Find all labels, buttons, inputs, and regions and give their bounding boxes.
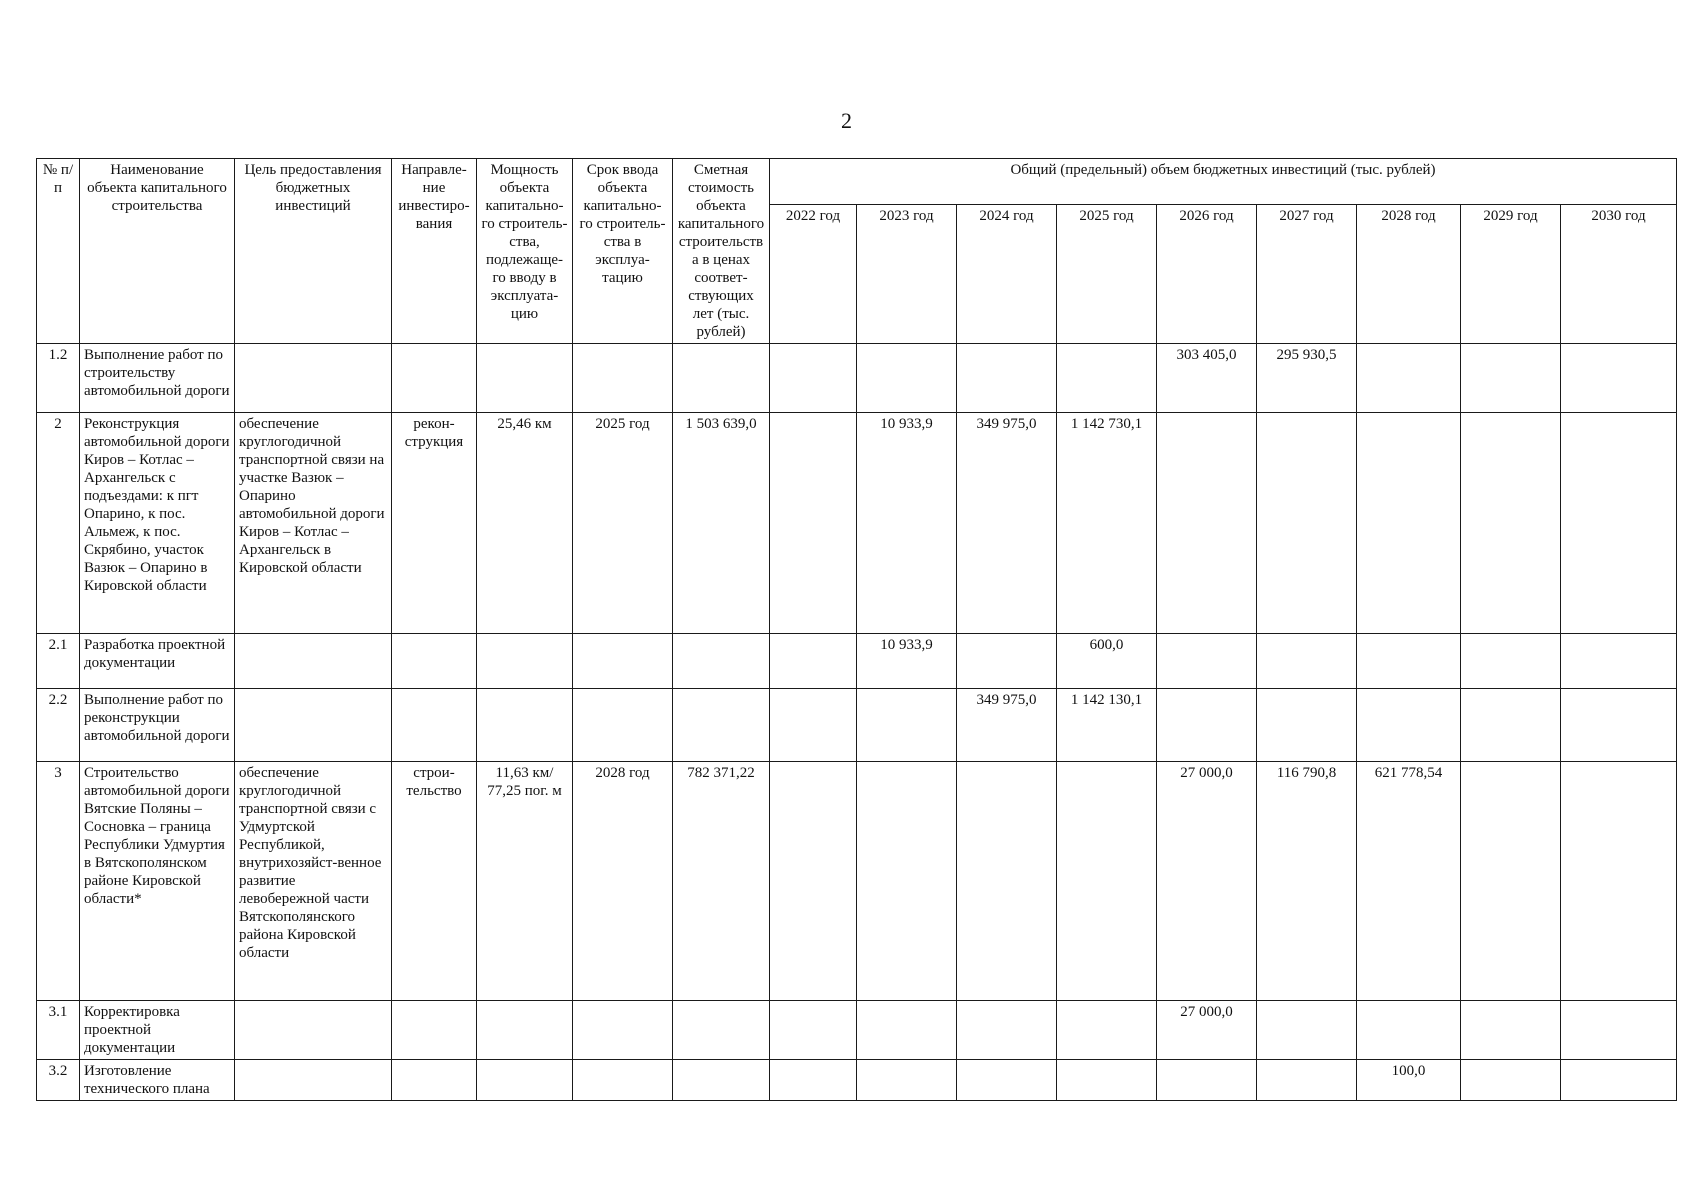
cell-2023: 10 933,9 [857, 413, 957, 634]
cell-cost [673, 689, 770, 762]
cell-2029 [1461, 634, 1561, 689]
cell-2028 [1357, 1001, 1461, 1060]
cell-2025 [1057, 344, 1157, 413]
cell-2028 [1357, 634, 1461, 689]
cell-2025 [1057, 1060, 1157, 1101]
cell-2022 [770, 344, 857, 413]
cell-name: Строительство автомобильной дороги Вятские Поляны – Сосновка – граница Республики Удмуртия в Вятскополянском районе Кировской области* [80, 762, 235, 1001]
cell-2026: 27 000,0 [1157, 1001, 1257, 1060]
header-num: № п/п [37, 159, 80, 344]
cell-2025: 600,0 [1057, 634, 1157, 689]
table-row [37, 762, 1677, 1001]
cell-name: Выполнение работ по строительству автомобильной дороги [80, 344, 235, 413]
cell-direction [392, 344, 477, 413]
cell-2022 [770, 1001, 857, 1060]
cell-goal: обеспечение круглогодичной транспортной связи на участке Вазюк – Опарино автомобильной дороги Киров – Котлас – Архангельск в Кировской области [235, 413, 392, 634]
page-number: 2 [841, 108, 852, 133]
table-row [37, 413, 1677, 634]
cell-2027 [1257, 413, 1357, 634]
cell-2025 [1057, 762, 1157, 1001]
cell-goal [235, 634, 392, 689]
cell-2023 [857, 762, 957, 1001]
cell-name: Корректировка проектной документации [80, 1001, 235, 1060]
cell-2029 [1461, 1001, 1561, 1060]
cell-deadline [573, 1060, 673, 1101]
cell-direction [392, 1001, 477, 1060]
cell-2024 [957, 634, 1057, 689]
table-row [37, 344, 1677, 413]
cell-deadline: 2028 год [573, 762, 673, 1001]
cell-2025 [1057, 1001, 1157, 1060]
cell-2030 [1561, 762, 1677, 1001]
cell-capacity [477, 344, 573, 413]
cell-2022 [770, 1060, 857, 1101]
table-row [37, 689, 1677, 762]
cell-deadline [573, 344, 673, 413]
cell-2030 [1561, 413, 1677, 634]
cell-2023 [857, 1001, 957, 1060]
cell-2024 [957, 1060, 1057, 1101]
cell-capacity [477, 1060, 573, 1101]
header-year-2024: 2024 год [957, 204, 1057, 343]
header-year-2029: 2029 год [1461, 204, 1561, 343]
cell-2029 [1461, 1060, 1561, 1101]
cell-2024 [957, 762, 1057, 1001]
header-year-2026: 2026 год [1157, 204, 1257, 343]
cell-2022 [770, 634, 857, 689]
cell-name: Выполнение работ по реконструкции автомобильной дороги [80, 689, 235, 762]
cell-goal [235, 1060, 392, 1101]
cell-2030 [1561, 634, 1677, 689]
cell-2024 [957, 1001, 1057, 1060]
cell-num: 3.2 [37, 1060, 80, 1101]
cell-2026 [1157, 634, 1257, 689]
cell-2027: 295 930,5 [1257, 344, 1357, 413]
header-year-2025: 2025 год [1057, 204, 1157, 343]
cell-2027 [1257, 1060, 1357, 1101]
header-year-2027: 2027 год [1257, 204, 1357, 343]
cell-capacity [477, 634, 573, 689]
header-row [37, 159, 1677, 205]
cell-2027 [1257, 1001, 1357, 1060]
cell-deadline: 2025 год [573, 413, 673, 634]
cell-2028 [1357, 689, 1461, 762]
cell-goal [235, 344, 392, 413]
cell-2027 [1257, 634, 1357, 689]
cell-2030 [1561, 344, 1677, 413]
cell-direction [392, 689, 477, 762]
cell-direction: рекон-струкция [392, 413, 477, 634]
cell-2030 [1561, 1001, 1677, 1060]
header-deadline: Срок ввода объекта капитально-го строитель-ства в эксплуа-тацию [573, 159, 673, 344]
cell-num: 2 [37, 413, 80, 634]
cell-2029 [1461, 413, 1561, 634]
cell-2026 [1157, 689, 1257, 762]
header-direction: Направле-ние инвестиро-вания [392, 159, 477, 344]
header-capacity: Мощность объекта капитально-го строитель-ства, подлежаще-го вводу в эксплуата-цию [477, 159, 573, 344]
cell-2026 [1157, 413, 1257, 634]
cell-deadline [573, 634, 673, 689]
cell-2025: 1 142 730,1 [1057, 413, 1157, 634]
cell-2026: 303 405,0 [1157, 344, 1257, 413]
cell-2026 [1157, 1060, 1257, 1101]
cell-2028: 621 778,54 [1357, 762, 1461, 1001]
cell-goal [235, 1001, 392, 1060]
cell-2023: 10 933,9 [857, 634, 957, 689]
cell-direction [392, 1060, 477, 1101]
cell-direction: строи-тельство [392, 762, 477, 1001]
cell-deadline [573, 689, 673, 762]
cell-name: Изготовление технического плана [80, 1060, 235, 1101]
cell-deadline [573, 1001, 673, 1060]
header-name: Наименование объекта капитального строительства [80, 159, 235, 344]
cell-capacity: 11,63 км/ 77,25 пог. м [477, 762, 573, 1001]
cell-2022 [770, 762, 857, 1001]
table-row [37, 1060, 1677, 1101]
cell-name: Реконструкция автомобильной дороги Киров – Котлас – Архангельск с подъездами: к пгт Опарино, к пос. Альмеж, к пос. Скрябино, участок Вазюк – Опарино в Кировской области [80, 413, 235, 634]
cell-2024 [957, 344, 1057, 413]
cell-2030 [1561, 689, 1677, 762]
cell-num: 3.1 [37, 1001, 80, 1060]
cell-num: 3 [37, 762, 80, 1001]
header-year-2022: 2022 год [770, 204, 857, 343]
header-year-2023: 2023 год [857, 204, 957, 343]
cell-2022 [770, 689, 857, 762]
investment-table [36, 158, 1677, 1101]
header-goal: Цель предоставления бюджетных инвестиций [235, 159, 392, 344]
cell-2028 [1357, 413, 1461, 634]
cell-capacity [477, 689, 573, 762]
cell-2027 [1257, 689, 1357, 762]
cell-2026: 27 000,0 [1157, 762, 1257, 1001]
cell-2023 [857, 344, 957, 413]
header-total-investment: Общий (предельный) объем бюджетных инвестиций (тыс. рублей) [770, 159, 1677, 205]
header-year-2028: 2028 год [1357, 204, 1461, 343]
cell-2024: 349 975,0 [957, 689, 1057, 762]
table-row [37, 1001, 1677, 1060]
cell-goal: обеспечение круглогодичной транспортной связи с Удмуртской Республикой, внутрихозяйст-венное развитие левобережной части Вятскополянского района Кировской области [235, 762, 392, 1001]
cell-2027: 116 790,8 [1257, 762, 1357, 1001]
cell-2029 [1461, 762, 1561, 1001]
cell-cost [673, 344, 770, 413]
cell-2022 [770, 413, 857, 634]
cell-num: 2.2 [37, 689, 80, 762]
cell-cost [673, 1001, 770, 1060]
cell-2029 [1461, 689, 1561, 762]
cell-2029 [1461, 344, 1561, 413]
cell-2023 [857, 1060, 957, 1101]
cell-cost [673, 1060, 770, 1101]
cell-cost: 782 371,22 [673, 762, 770, 1001]
cell-cost: 1 503 639,0 [673, 413, 770, 634]
cell-2023 [857, 689, 957, 762]
cell-name: Разработка проектной документации [80, 634, 235, 689]
cell-capacity: 25,46 км [477, 413, 573, 634]
table-row [37, 634, 1677, 689]
cell-num: 1.2 [37, 344, 80, 413]
cell-goal [235, 689, 392, 762]
cell-2025: 1 142 130,1 [1057, 689, 1157, 762]
cell-direction [392, 634, 477, 689]
cell-2028 [1357, 344, 1461, 413]
cell-2028: 100,0 [1357, 1060, 1461, 1101]
cell-2024: 349 975,0 [957, 413, 1057, 634]
cell-capacity [477, 1001, 573, 1060]
header-year-2030: 2030 год [1561, 204, 1677, 343]
cell-2030 [1561, 1060, 1677, 1101]
cell-cost [673, 634, 770, 689]
cell-num: 2.1 [37, 634, 80, 689]
header-cost: Сметная стоимость объекта капитального строительства в ценах соответ-ствующих лет (тыс. рублей) [673, 159, 770, 344]
